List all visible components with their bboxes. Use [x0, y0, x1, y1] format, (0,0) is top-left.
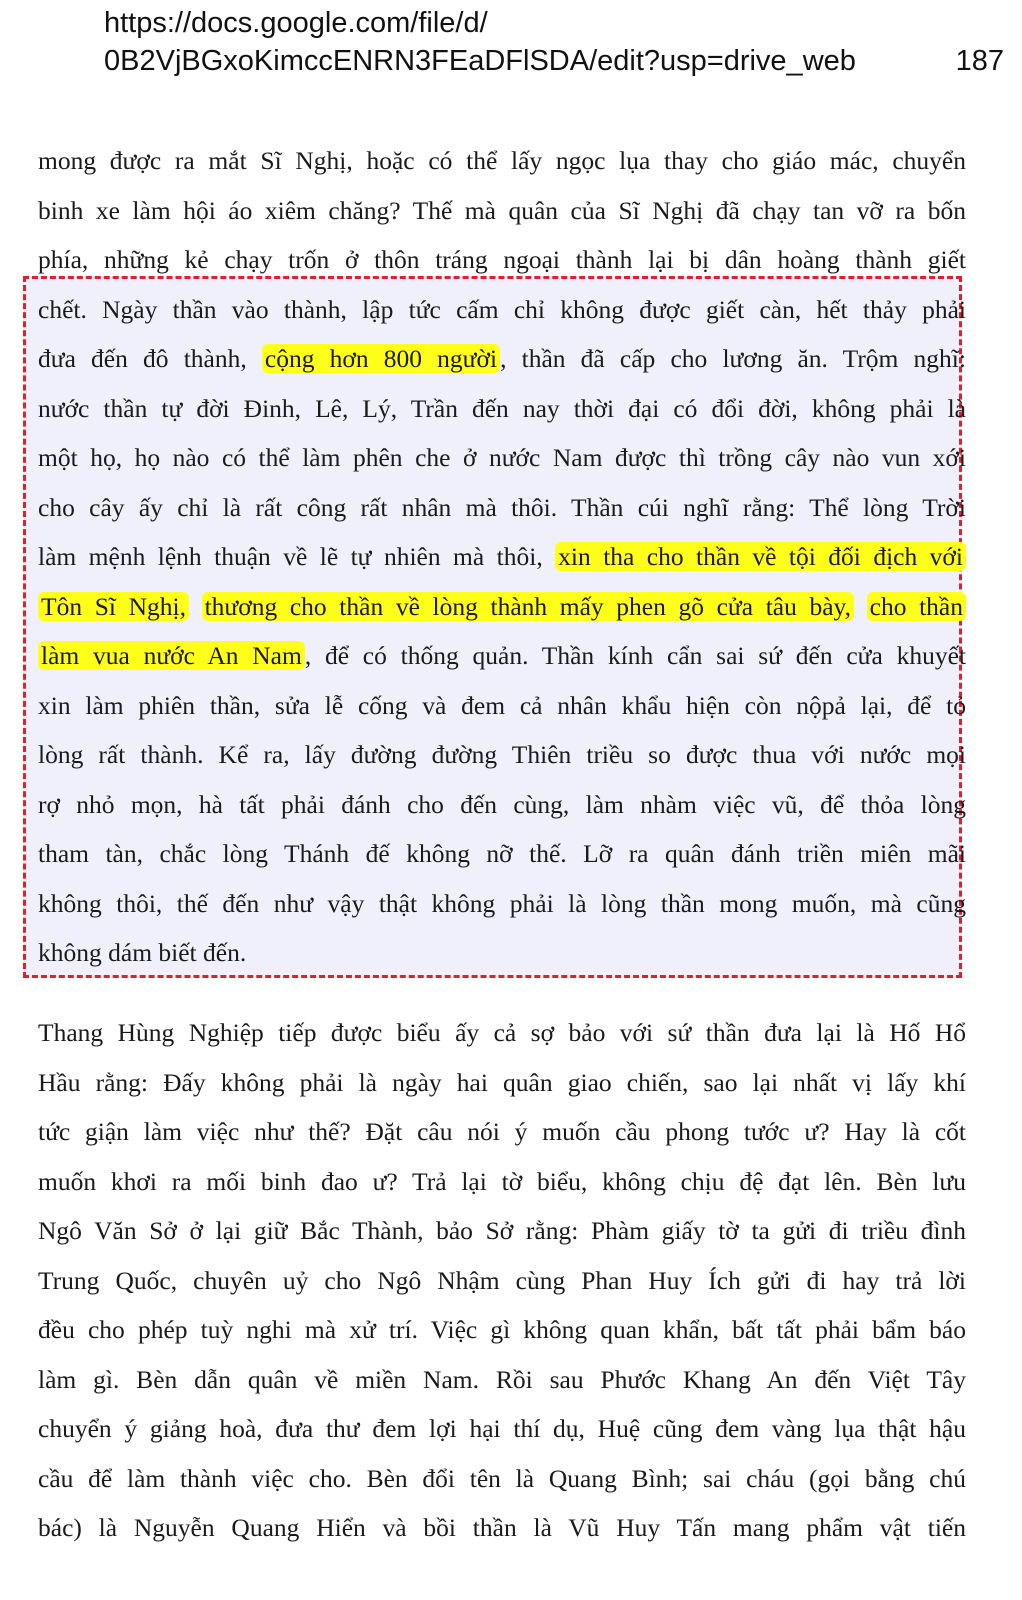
text-line: Ngô Văn Sở ở lại giữ Bắc Thành, bảo Sở rằng: Phàm giấy tờ ta gửi đi triều đình: [38, 1216, 966, 1245]
quoted-passage: [38, 285, 966, 978]
text-line: [38, 582, 966, 632]
text-line: chuyển ý giảng hoà, đưa thư đem lợi hại thí dụ, Huệ cũng đem vàng lụa thật hậu: [38, 1414, 966, 1443]
text-line: một họ, họ nào có thể làm phên che ở nước Nam được thì trồng cây nào vun xới: [38, 443, 966, 472]
text-span: , để có thống quản. Thần kính cẩn sai sứ đến cửa khuyết: [304, 641, 966, 670]
text-line: không thôi, thế đến như vậy thật không phải là lòng thần mong muốn, mà cũng: [38, 888, 966, 918]
text-line: Thang Hùng Nghiệp tiếp được biểu ấy cả sợ bảo với sứ thần đưa lại là Hố Hổ: [38, 1018, 966, 1047]
highlight: làm vua nước An Nam: [38, 641, 305, 670]
text-line: tức giận làm việc như thế? Đặt câu nói ý muốn cầu phong tước ư? Hay là cốt: [38, 1117, 966, 1146]
text-span: làm mệnh lệnh thuận về lẽ tự nhiên mà thôi,: [38, 542, 556, 571]
text-line: không dám biết đến.: [38, 938, 247, 967]
text-line: tham tàn, chắc lòng Thánh đế không nỡ thế. Lỡ ra quân đánh triền miên mãi: [38, 839, 966, 868]
paragraph-1: [38, 136, 966, 285]
url-line-1: https://docs.google.com/file/d/: [104, 7, 488, 39]
text-line: cho cây ấy chỉ là rất công rất nhân mà thôi. Thần cúi nghĩ rằng: Thể lòng Trời: [38, 492, 966, 522]
highlight: xin tha cho thần về tội đối địch với: [555, 542, 966, 571]
text-line: chết. Ngày thần vào thành, lập tức cấm chỉ không được giết càn, hết thảy phải: [38, 294, 966, 324]
document-url: [104, 4, 1004, 80]
text-line: bác) là Nguyễn Quang Hiển và bồi thần là Vũ Huy Tấn mang phẩm vật tiến: [38, 1513, 966, 1542]
text-line: xin làm phiên thần, sửa lễ cống và đem cả nhân khẩu hiện còn nộpả lại, để tỏ: [38, 690, 966, 720]
text-line: đều cho phép tuỳ nghi mà xử trí. Việc gì không quan khẩn, bất tất phải bẩm báo: [38, 1315, 966, 1344]
highlight: cho thần: [867, 592, 966, 621]
page-number: 187: [955, 45, 1004, 77]
text-line: muốn khơi ra mối binh đao ư? Trả lại tờ biểu, không chịu đệ đạt lên. Bèn lưu: [38, 1166, 966, 1196]
highlight: thương cho thần về lòng thành mấy phen gõ cửa tâu bày,: [202, 592, 854, 621]
url-line-2: 0B2VjBGxoKimccENRN3FEaDFlSDA/edit?usp=drive_web: [104, 45, 856, 77]
text-line: [38, 334, 966, 384]
text-line: mong được ra mắt Sĩ Nghị, hoặc có thể lấy ngọc lụa thay cho giáo mác, chuyển: [38, 146, 966, 175]
text-span: , thần đã cấp cho lương ăn. Trộm nghĩ:: [500, 344, 966, 373]
text-line: rợ nhỏ mọn, hà tất phải đánh cho đến cùng, làm nhàm việc vũ, để thỏa lòng: [38, 789, 966, 819]
text-line: phía, những kẻ chạy trốn ở thôn tráng ngoại thành lại bị dân hoàng thành giết: [38, 245, 966, 274]
text-line: làm gì. Bèn dẫn quân về miền Nam. Rồi sau Phước Khang An đến Việt Tây: [38, 1364, 966, 1394]
text-line: Trung Quốc, chuyên uỷ cho Ngô Nhậm cùng Phan Huy Ích gửi đi hay trả lời: [38, 1265, 966, 1295]
text-line: Hầu rằng: Đấy không phải là ngày hai quân giao chiến, sao lại nhất vị lấy khí: [38, 1067, 966, 1097]
highlight: Tôn Sĩ Nghị,: [38, 592, 189, 621]
highlight: cộng hơn 800 người: [262, 344, 500, 373]
text-line: lòng rất thành. Kể ra, lấy đường đường Thiên triều so được thua với nước mọi: [38, 740, 966, 769]
text-line: binh xe làm hội áo xiêm chăng? Thế mà quân của Sĩ Nghị đã chạy tan vỡ ra bốn: [38, 195, 966, 225]
text-line: cầu để làm thành việc cho. Bèn đổi tên là Quang Bình; sai cháu (gọi bằng chú: [38, 1463, 966, 1493]
text-line: [38, 631, 966, 681]
paragraph-2: [38, 1008, 966, 1553]
text-span: đưa đến đô thành,: [38, 344, 262, 373]
text-line: [38, 532, 966, 582]
text-line: nước thần tự đời Đinh, Lê, Lý, Trần đến nay thời đại có đổi đời, không phải là: [38, 393, 966, 423]
